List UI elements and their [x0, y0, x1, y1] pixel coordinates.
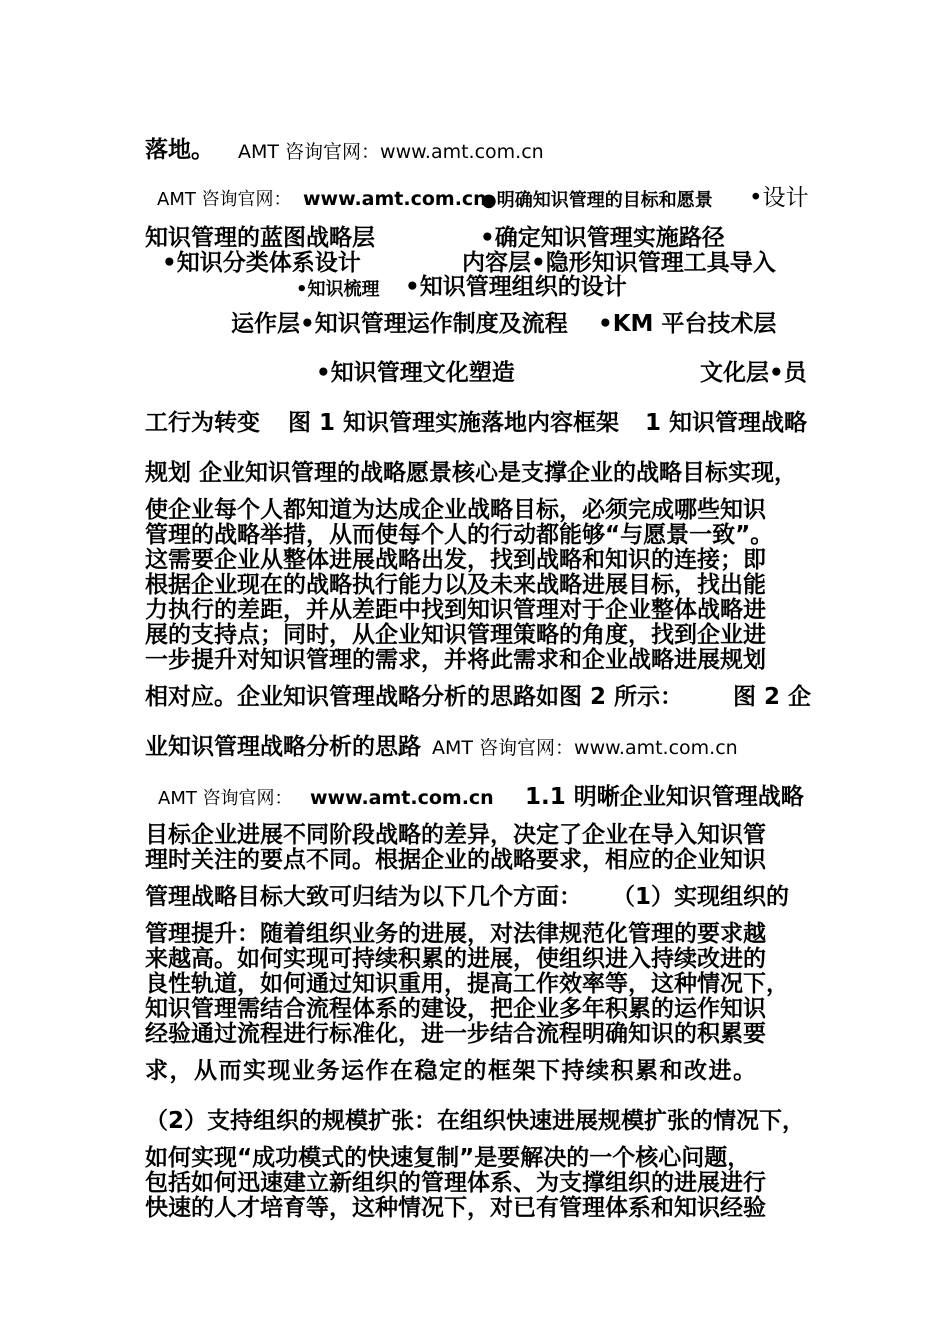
website-url: www.amt.com.cn	[303, 188, 487, 210]
list-item: （1）实现组织的	[612, 884, 790, 910]
text-line: 管理战略目标大致可归结为以下几个方面：	[145, 884, 582, 910]
text-line: 根据企业现在的战略执行能力以及未来战略进展目标，找出能	[145, 572, 766, 598]
text-line: 快速的人才培育等，这种情况下，对已有管理体系和知识经验	[145, 1195, 766, 1221]
text-line: 工行为转变	[145, 410, 260, 436]
text-line: 相对应。企业知识管理战略分析的思路如图 2 所示：	[145, 684, 684, 710]
figure-caption: 业知识管理战略分析的思路	[145, 734, 421, 760]
text-line: 包括如何迅速建立新组织的管理体系、为支撑组织的进展进行	[145, 1170, 766, 1196]
framework-item: •知识梳理	[296, 279, 380, 300]
text-line: 使企业每个人都知道为达成企业战略目标，必须完成哪些知识	[145, 497, 766, 523]
text-line: 规划 企业知识管理的战略愿景核心是支撑企业的战略目标实现，	[145, 460, 798, 486]
section-heading: 1 知识管理战略	[645, 410, 808, 436]
figure-caption: 图 1 知识管理实施落地内容框架	[288, 410, 620, 436]
text-line: 知识管理需结合流程体系的建设，把企业多年积累的运作知识	[145, 996, 766, 1022]
framework-layer: 运作层•知识管理运作制度及流程	[231, 311, 568, 337]
text-line: 管理提升：随着组织业务的进展，对法律规范化管理的要求越	[145, 921, 766, 947]
text-line: 经验通过流程进行标准化，进一步结合流程明确知识的积累要	[145, 1021, 766, 1047]
text-line: 理时关注的要点不同。根据企业的战略要求，相应的企业知识	[145, 847, 766, 873]
framework-item: •知识分类体系设计	[162, 250, 361, 276]
website-url: www.amt.com.cn	[310, 787, 494, 809]
text-line: 一步提升对知识管理的需求，并将此需求和企业战略进展规划	[145, 647, 766, 673]
framework-item: •设计	[749, 185, 809, 211]
framework-item: •知识管理文化塑造	[316, 360, 515, 386]
figure-caption: 图 2 企	[733, 684, 812, 710]
text-line: 来越高。如何实现可持续积累的进展，使组织进入持续改进的	[145, 946, 766, 972]
website-label: AMT 咨询官网：	[157, 189, 292, 210]
text-line: 力执行的差距，并从差距中找到知识管理对于企业整体战略进	[145, 597, 766, 623]
list-item: （2）支持组织的规模扩张：在组织快速进展规模扩张的情况下，	[145, 1108, 806, 1134]
text-line: 求，从而实现业务运作在稳定的框架下持续积累和改进。	[145, 1058, 758, 1084]
text-line: 良性轨道，如何通过知识重用，提高工作效率等，这种情况下，	[145, 971, 789, 997]
text-line: 如何实现“成功模式的快速复制”是要解决的一个核心问题，	[145, 1145, 751, 1171]
framework-layer: 知识管理的蓝图战略层	[145, 225, 375, 251]
section-heading: 1.1 明晰企业知识管理战略	[525, 784, 804, 810]
website-note: AMT 咨询官网：www.amt.com.cn	[238, 141, 544, 163]
text-line: 展的支持点；同时，从企业知识管理策略的角度，找到企业进	[145, 622, 766, 648]
framework-item: •确定知识管理实施路径	[480, 225, 725, 251]
framework-item: ●明确知识管理的目标和愿景	[481, 190, 713, 211]
website-note: AMT 咨询官网：www.amt.com.cn	[432, 737, 738, 759]
website-label: AMT 咨询官网：	[158, 788, 293, 809]
text-line: 这需要企业从整体进展战略出发，找到战略和知识的连接；即	[145, 547, 766, 573]
text-line: 管理的战略举措，从而使每个人的行动都能够“与愿景一致”。	[145, 522, 774, 548]
framework-layer: •KM 平台技术层	[598, 311, 777, 337]
framework-layer: 文化层•员	[700, 360, 807, 386]
text-line: 目标企业进展不同阶段战略的差异，决定了企业在导入知识管	[145, 822, 766, 848]
text-line: 落地。	[145, 137, 214, 163]
framework-layer: 内容层•隐形知识管理工具导入	[462, 250, 776, 276]
framework-item: •知识管理组织的设计	[405, 274, 627, 300]
